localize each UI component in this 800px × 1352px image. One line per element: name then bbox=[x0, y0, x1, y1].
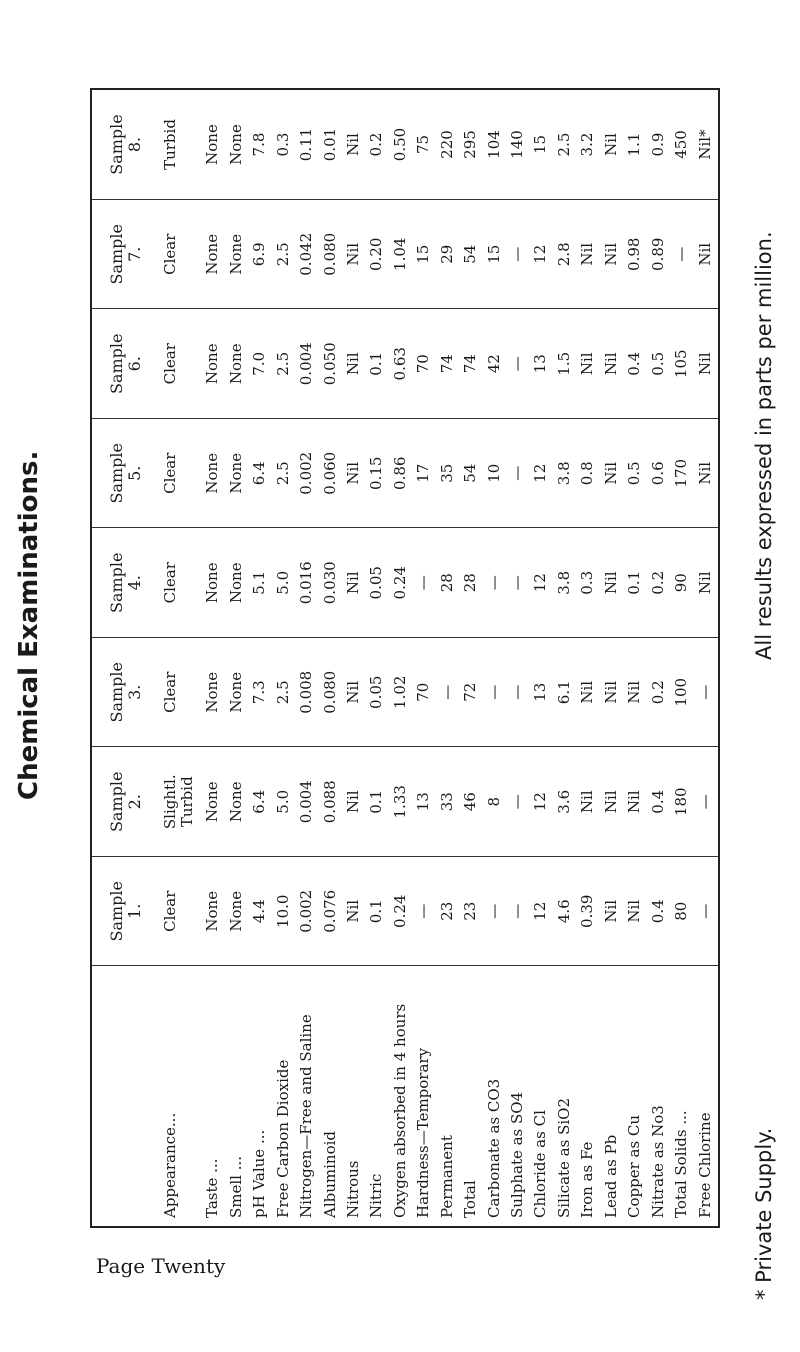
table-row bbox=[601, 90, 624, 1226]
table-cell: 0.86 bbox=[390, 419, 413, 529]
table-cell: None bbox=[202, 309, 225, 419]
table-cell: 0.030 bbox=[320, 528, 343, 638]
table-row bbox=[554, 90, 577, 1226]
table-cell: 90 bbox=[671, 528, 694, 638]
footnote-units: All results expressed in parts per million. bbox=[752, 231, 776, 660]
table-row bbox=[226, 90, 249, 1226]
table-cell: Nil bbox=[695, 528, 718, 638]
appearance-value: Turbid bbox=[161, 119, 179, 170]
header-empty-cell bbox=[92, 966, 160, 1226]
table-cell: 105 bbox=[671, 309, 694, 419]
table-cell: 0.4 bbox=[624, 309, 647, 419]
table-cell: 0.3 bbox=[577, 528, 600, 638]
table-cell: Nil bbox=[343, 638, 366, 748]
table-cell: Nil bbox=[577, 747, 600, 857]
table-cell: Nil bbox=[343, 419, 366, 529]
appearance-value: Clear bbox=[160, 309, 202, 419]
table-cell: 0.080 bbox=[320, 200, 343, 310]
table-row bbox=[624, 90, 647, 1226]
table-cell: 12 bbox=[530, 200, 553, 310]
table-cell: 170 bbox=[671, 419, 694, 529]
row-label: Albuminoid bbox=[320, 966, 343, 1226]
table-cell: 0.002 bbox=[296, 419, 319, 529]
table-cell: 0.002 bbox=[296, 857, 319, 967]
table-cell: 0.39 bbox=[577, 857, 600, 967]
table-cell: 0.5 bbox=[648, 309, 671, 419]
table-cell: 1.1 bbox=[625, 132, 644, 157]
table-cell: 0.080 bbox=[320, 638, 343, 748]
table-cell: 0.63 bbox=[390, 309, 413, 419]
table-cell: 72 bbox=[460, 638, 483, 748]
table-cell: 28 bbox=[460, 528, 483, 638]
table-cell: 13 bbox=[530, 638, 553, 748]
table-cell: 5.0 bbox=[273, 747, 296, 857]
row-label: Total Solids ... bbox=[671, 966, 694, 1226]
table-cell: 70 bbox=[413, 638, 436, 748]
table-cell: 0.20 bbox=[366, 200, 389, 310]
table-cell: None bbox=[202, 200, 225, 310]
table-cell: 54 bbox=[460, 200, 483, 310]
row-label: Total bbox=[460, 966, 483, 1226]
table-cell: 0.088 bbox=[320, 747, 343, 857]
row-label: Nitrogen—Free and Saline bbox=[296, 966, 319, 1226]
row-label: Sulphate as SO4 bbox=[507, 966, 530, 1226]
table-cell: Nil bbox=[601, 638, 624, 748]
table-cell: 23 bbox=[460, 857, 483, 967]
table-cell: None bbox=[226, 638, 249, 748]
row-label: Lead as Pb bbox=[601, 966, 624, 1226]
sample-header-7: Sample 7. bbox=[92, 200, 160, 310]
table-cell: 0.4 bbox=[648, 857, 671, 967]
table-row bbox=[460, 90, 483, 1226]
table-row bbox=[320, 90, 343, 1226]
table-cell: 12 bbox=[530, 528, 553, 638]
table-cell: None bbox=[203, 124, 222, 165]
table-cell: 2.5 bbox=[273, 309, 296, 419]
table-cell: None bbox=[226, 309, 249, 419]
table-cell: Nil bbox=[601, 747, 624, 857]
table-row bbox=[437, 90, 460, 1226]
table-cell: 35 bbox=[437, 419, 460, 529]
row-label: Free Chlorine bbox=[695, 966, 718, 1226]
appearance-value: Clear bbox=[160, 200, 202, 310]
table-cell: Nil bbox=[343, 857, 366, 967]
table-cell: Nil bbox=[624, 638, 647, 748]
row-label: Copper as Cu bbox=[624, 966, 647, 1226]
table-cell: — bbox=[413, 857, 436, 967]
table-cell: 140 bbox=[508, 130, 527, 159]
table-cell: — bbox=[507, 528, 530, 638]
table-cell: 7.0 bbox=[249, 309, 272, 419]
table-cell: None bbox=[226, 200, 249, 310]
table-cell: 0.6 bbox=[648, 419, 671, 529]
appearance-value: Clear bbox=[160, 638, 202, 748]
table-cell: — bbox=[484, 528, 507, 638]
table-cell: Nil bbox=[601, 419, 624, 529]
table-cell: 15 bbox=[484, 200, 507, 310]
table-cell: 0.1 bbox=[366, 857, 389, 967]
table-cell: None bbox=[202, 419, 225, 529]
row-label: Iron as Fe bbox=[577, 966, 600, 1226]
table-cell: 80 bbox=[671, 857, 694, 967]
table-row bbox=[249, 90, 272, 1226]
footnote-private-supply: * Private Supply. bbox=[752, 1127, 776, 1300]
table-cell: 0.89 bbox=[648, 200, 671, 310]
table-row bbox=[695, 90, 718, 1226]
table-cell: 12 bbox=[530, 747, 553, 857]
table-cell: 1.33 bbox=[390, 747, 413, 857]
appearance-value: Slightl. Turbid bbox=[160, 747, 202, 857]
table-cell: 3.2 bbox=[578, 132, 597, 157]
table-cell: 0.11 bbox=[297, 127, 316, 162]
table-cell: 0.05 bbox=[366, 638, 389, 748]
table-cell: Nil bbox=[343, 528, 366, 638]
table-cell: 0.008 bbox=[296, 638, 319, 748]
row-label: Chloride as Cl bbox=[530, 966, 553, 1226]
table-cell: 220 bbox=[437, 130, 456, 159]
table-cell: 0.016 bbox=[296, 528, 319, 638]
row-label: Oxygen absorbed in 4 hours bbox=[390, 966, 413, 1226]
table-cell: 5.0 bbox=[273, 528, 296, 638]
sample-header-2: Sample 2. bbox=[92, 747, 160, 857]
table-cell: 75 bbox=[414, 134, 433, 155]
table-cell: 4.6 bbox=[554, 857, 577, 967]
table-cell: 0.50 bbox=[390, 127, 409, 162]
sample-header-8: Sample 8. bbox=[107, 114, 144, 175]
table-cell: 13 bbox=[530, 309, 553, 419]
table-cell: 0.2 bbox=[648, 638, 671, 748]
table-cell: 7.3 bbox=[249, 638, 272, 748]
table-row bbox=[296, 90, 319, 1226]
table-cell: Nil bbox=[695, 419, 718, 529]
table-cell: 295 bbox=[461, 130, 480, 159]
table-cell: 0.9 bbox=[648, 132, 667, 157]
table-cell: 3.8 bbox=[554, 419, 577, 529]
table-cell: 13 bbox=[413, 747, 436, 857]
table-cell: 33 bbox=[437, 747, 460, 857]
table-cell: Nil bbox=[343, 133, 362, 156]
table-row bbox=[202, 90, 225, 1226]
table-cell: 15 bbox=[413, 200, 436, 310]
table-cell: 0.05 bbox=[366, 528, 389, 638]
table-cell: 0.4 bbox=[648, 747, 671, 857]
table-cell: Nil bbox=[601, 528, 624, 638]
table-cell: 12 bbox=[530, 419, 553, 529]
table-cell: Nil bbox=[343, 309, 366, 419]
appearance-value: Clear bbox=[160, 419, 202, 529]
table-cell: None bbox=[202, 857, 225, 967]
table-cell: Nil bbox=[624, 747, 647, 857]
table-cell: 6.1 bbox=[554, 638, 577, 748]
table-cell: 1.02 bbox=[390, 638, 413, 748]
row-label: Silicate as SiO2 bbox=[554, 966, 577, 1226]
table-cell: Nil bbox=[624, 857, 647, 967]
table-cell: 0.5 bbox=[624, 419, 647, 529]
table-cell: 6.4 bbox=[249, 747, 272, 857]
table-cell: — bbox=[507, 638, 530, 748]
table-cell: 0.060 bbox=[320, 419, 343, 529]
table-cell: None bbox=[226, 747, 249, 857]
table-cell: 0.98 bbox=[624, 200, 647, 310]
table-cell: 3.6 bbox=[554, 747, 577, 857]
sample-header-1: Sample 1. bbox=[92, 857, 160, 967]
table-cell: — bbox=[484, 857, 507, 967]
table-cell: 0.076 bbox=[320, 857, 343, 967]
table-cell: 450 bbox=[672, 130, 691, 159]
table-cell: 29 bbox=[437, 200, 460, 310]
table-cell: 70 bbox=[413, 309, 436, 419]
row-label: Taste ... bbox=[202, 966, 225, 1226]
appearance-value: Clear bbox=[160, 857, 202, 967]
table-header-row bbox=[92, 90, 160, 1226]
table-cell: — bbox=[671, 200, 694, 310]
table-cell: Nil bbox=[577, 638, 600, 748]
table-row bbox=[507, 90, 530, 1226]
table-cell: Nil bbox=[695, 200, 718, 310]
table-cell: — bbox=[507, 747, 530, 857]
table-cell: None bbox=[202, 528, 225, 638]
table-cell: 28 bbox=[437, 528, 460, 638]
table-row bbox=[413, 90, 436, 1226]
table-cell: 180 bbox=[671, 747, 694, 857]
sample-header-3: Sample 3. bbox=[92, 638, 160, 748]
table-cell: 0.050 bbox=[320, 309, 343, 419]
table-cell: 3.8 bbox=[554, 528, 577, 638]
table-cell: 74 bbox=[460, 309, 483, 419]
table-cell: 2.8 bbox=[554, 200, 577, 310]
table-cell: 0.3 bbox=[273, 132, 292, 157]
sample-header-5: Sample 5. bbox=[92, 419, 160, 529]
table-row bbox=[390, 90, 413, 1226]
table-cell: 1.04 bbox=[390, 200, 413, 310]
chemical-examinations-table bbox=[90, 88, 720, 1228]
table-cell: Nil bbox=[601, 309, 624, 419]
table-cell: 0.2 bbox=[648, 528, 671, 638]
row-label: Carbonate as CO3 bbox=[484, 966, 507, 1226]
table-cell: 0.004 bbox=[296, 747, 319, 857]
sample-header-4: Sample 4. bbox=[92, 528, 160, 638]
table-cell: — bbox=[507, 419, 530, 529]
table-cell: 8 bbox=[484, 747, 507, 857]
row-label: Free Carbon Dioxide bbox=[273, 966, 296, 1226]
row-label: Appearance... bbox=[160, 966, 202, 1226]
table-cell: 0.042 bbox=[296, 200, 319, 310]
table-cell: — bbox=[437, 638, 460, 748]
table-cell: — bbox=[507, 857, 530, 967]
table-cell: — bbox=[695, 747, 718, 857]
table-cell: None bbox=[226, 124, 245, 165]
table-cell: 1.5 bbox=[554, 309, 577, 419]
table-cell: Nil bbox=[343, 747, 366, 857]
table-row bbox=[343, 90, 366, 1226]
table-cell: None bbox=[226, 857, 249, 967]
page-number: Page Twenty bbox=[96, 1254, 226, 1278]
table-cell: 17 bbox=[413, 419, 436, 529]
table-row bbox=[273, 90, 296, 1226]
row-label: Smell ... bbox=[226, 966, 249, 1226]
table-cell: 10 bbox=[484, 419, 507, 529]
table-cell: 12 bbox=[530, 857, 553, 967]
table-row bbox=[577, 90, 600, 1226]
sample-header-6: Sample 6. bbox=[92, 309, 160, 419]
table-cell: Nil bbox=[577, 200, 600, 310]
table-cell: 23 bbox=[437, 857, 460, 967]
table-row bbox=[648, 90, 671, 1226]
table-cell: 0.24 bbox=[390, 528, 413, 638]
table-cell: 5.1 bbox=[249, 528, 272, 638]
table-row bbox=[366, 90, 389, 1226]
table-cell: 15 bbox=[531, 134, 550, 155]
table-cell: 6.4 bbox=[249, 419, 272, 529]
table-cell: 4.4 bbox=[249, 857, 272, 967]
table-cell: None bbox=[226, 419, 249, 529]
table-cell: None bbox=[202, 747, 225, 857]
table-cell: — bbox=[484, 638, 507, 748]
table-cell: 42 bbox=[484, 309, 507, 419]
table-row bbox=[530, 90, 553, 1226]
table-cell: 0.1 bbox=[366, 309, 389, 419]
table-cell: 0.1 bbox=[624, 528, 647, 638]
appearance-row bbox=[160, 90, 202, 1226]
table-cell: 0.1 bbox=[366, 747, 389, 857]
table-cell: — bbox=[507, 309, 530, 419]
table-cell: — bbox=[695, 857, 718, 967]
table-cell: 0.8 bbox=[577, 419, 600, 529]
page-heading: Chemical Examinations. bbox=[14, 450, 44, 800]
table-cell: 46 bbox=[460, 747, 483, 857]
table-cell: None bbox=[202, 638, 225, 748]
table-cell: 0.2 bbox=[367, 132, 386, 157]
table-cell: Nil bbox=[601, 200, 624, 310]
table-cell: 104 bbox=[484, 130, 503, 159]
table-cell: 2.5 bbox=[273, 638, 296, 748]
row-label: Nitric bbox=[366, 966, 389, 1226]
table-cell: — bbox=[695, 638, 718, 748]
table-cell: 2.5 bbox=[273, 200, 296, 310]
table-cell: 54 bbox=[460, 419, 483, 529]
table-cell: 0.24 bbox=[390, 857, 413, 967]
row-label: pH Value ... bbox=[249, 966, 272, 1226]
table-cell: Nil* bbox=[695, 129, 714, 160]
table-cell: 2.5 bbox=[554, 132, 573, 157]
table-cell: 10.0 bbox=[273, 857, 296, 967]
table-cell: 0.01 bbox=[320, 127, 339, 162]
table-cell: 0.004 bbox=[296, 309, 319, 419]
row-label: Hardness—Temporary bbox=[413, 966, 436, 1226]
table-cell: 74 bbox=[437, 309, 460, 419]
table-cell: None bbox=[226, 528, 249, 638]
row-label: Permanent bbox=[437, 966, 460, 1226]
table-cell: 7.8 bbox=[250, 132, 269, 157]
table-cell: Nil bbox=[695, 309, 718, 419]
table-cell: 2.5 bbox=[273, 419, 296, 529]
table-row bbox=[671, 90, 694, 1226]
table-cell: Nil bbox=[577, 309, 600, 419]
row-label: Nitrate as No3 bbox=[648, 966, 671, 1226]
table-cell: 0.15 bbox=[366, 419, 389, 529]
table-cell: 100 bbox=[671, 638, 694, 748]
table-cell: Nil bbox=[343, 200, 366, 310]
row-label: Nitrous bbox=[343, 966, 366, 1226]
appearance-value: Clear bbox=[160, 528, 202, 638]
table-cell: — bbox=[413, 528, 436, 638]
table-row bbox=[484, 90, 507, 1226]
table-cell: Nil bbox=[601, 133, 620, 156]
table-cell: — bbox=[507, 200, 530, 310]
table-cell: Nil bbox=[601, 857, 624, 967]
table-cell: 6.9 bbox=[249, 200, 272, 310]
